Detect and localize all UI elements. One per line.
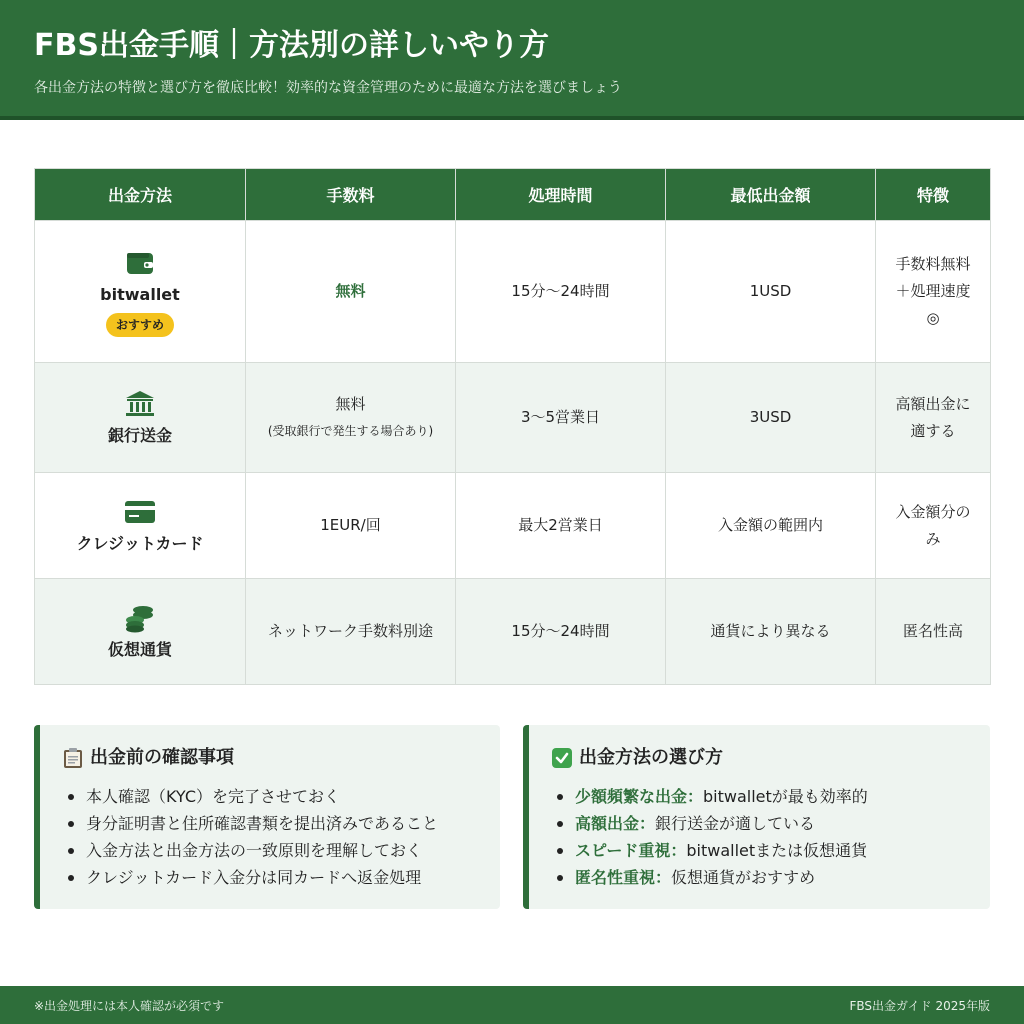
howto-title-text: 出金方法の選び方	[579, 747, 723, 768]
table-row	[35, 221, 991, 363]
page-subtitle: 各出金方法の特徴と選び方を徹底比較！効率的な資金管理のために最適な方法を選びましょう	[34, 80, 622, 96]
list-item: 身分証明書と住所確認書類を提出済みであること	[62, 810, 480, 837]
fee-value: 無料	[335, 282, 366, 300]
fee-cell: 1EUR/回	[246, 473, 456, 579]
list-item	[551, 783, 970, 810]
list-item: クレジットカード入金分は同カードへ返金処理	[62, 864, 480, 891]
column-header: 出金方法	[35, 169, 246, 221]
feature-text: 入金額分のみ	[895, 502, 971, 548]
fee-value: 無料	[335, 395, 366, 413]
howto-title	[551, 745, 970, 771]
method-cell	[35, 579, 246, 685]
list-item	[551, 810, 970, 837]
column-header: 処理時間	[456, 169, 666, 221]
min-amount-cell: 1USD	[666, 221, 876, 363]
feature-cell: 匿名性高	[876, 579, 991, 685]
item-label: スピード重視：	[575, 841, 687, 860]
item-text: bitwalletが最も効率的	[703, 787, 868, 806]
time-cell: 3〜5営業日	[456, 363, 666, 473]
list-item	[551, 864, 970, 891]
check-mark-icon	[551, 747, 573, 769]
item-text: bitwalletまたは仮想通貨	[686, 841, 868, 860]
fee-cell	[246, 363, 456, 473]
min-amount-cell: 通貨により異なる	[666, 579, 876, 685]
clipboard-icon	[62, 747, 84, 769]
column-header: 最低出金額	[666, 169, 876, 221]
checklist-list	[62, 783, 480, 891]
method-name: bitwallet	[100, 284, 180, 304]
time-cell: 15分〜24時間	[456, 221, 666, 363]
method-name: 銀行送金	[107, 425, 172, 445]
feature-text: 高額出金に適する	[895, 394, 971, 440]
list-item: 本人確認（KYC）を完了させておく	[62, 783, 480, 810]
comparison-table	[34, 168, 991, 685]
feature-cell	[876, 221, 991, 363]
min-amount-cell: 入金額の範囲内	[666, 473, 876, 579]
footer-brand: FBS出金ガイド 2025年版	[849, 998, 990, 1013]
item-label: 匿名性重視：	[575, 868, 672, 887]
table-header-row	[35, 169, 991, 221]
howto-list	[551, 783, 970, 891]
table-row	[35, 473, 991, 579]
checklist-title	[62, 745, 480, 771]
table-row	[35, 579, 991, 685]
column-header: 特徴	[876, 169, 991, 221]
list-item	[551, 837, 970, 864]
method-cell	[35, 221, 246, 363]
fee-note: (受取銀行で発生する場合あり)	[267, 424, 434, 438]
feature-text: 手数料無料＋処理速度◎	[895, 255, 971, 327]
howto-card	[523, 725, 990, 909]
recommended-badge: おすすめ	[106, 313, 174, 337]
min-amount-cell: 3USD	[666, 363, 876, 473]
method-cell	[35, 473, 246, 579]
coins-icon	[124, 602, 156, 634]
item-text: 銀行送金が適している	[655, 814, 816, 833]
table-row	[35, 363, 991, 473]
wallet-icon	[124, 247, 156, 279]
column-header: 手数料	[246, 169, 456, 221]
method-name: 仮想通貨	[107, 639, 172, 659]
method-name: クレジットカード	[76, 533, 204, 553]
time-cell: 最大2営業日	[456, 473, 666, 579]
fee-value: ネットワーク手数料別途	[267, 622, 433, 640]
page-footer	[0, 986, 1024, 1024]
checklist-card	[34, 725, 500, 909]
bank-icon	[124, 388, 156, 420]
feature-cell	[876, 363, 991, 473]
page-title: FBS出金手順｜方法別の詳しいやり方	[34, 28, 549, 63]
method-cell	[35, 363, 246, 473]
item-label: 少額頻繁な出金：	[575, 787, 704, 806]
footer-note: ※出金処理には本人確認が必須です	[34, 998, 225, 1013]
item-label: 高額出金：	[575, 814, 656, 833]
list-item: 入金方法と出金方法の一致原則を理解しておく	[62, 837, 480, 864]
credit-card-icon	[124, 496, 156, 528]
fee-cell	[246, 221, 456, 363]
time-cell: 15分〜24時間	[456, 579, 666, 685]
fee-cell	[246, 579, 456, 685]
comparison-table-wrap	[34, 168, 990, 685]
checklist-title-text: 出金前の確認事項	[90, 747, 234, 768]
feature-cell	[876, 473, 991, 579]
item-text: 仮想通貨がおすすめ	[671, 868, 816, 887]
page-header	[0, 0, 1024, 120]
